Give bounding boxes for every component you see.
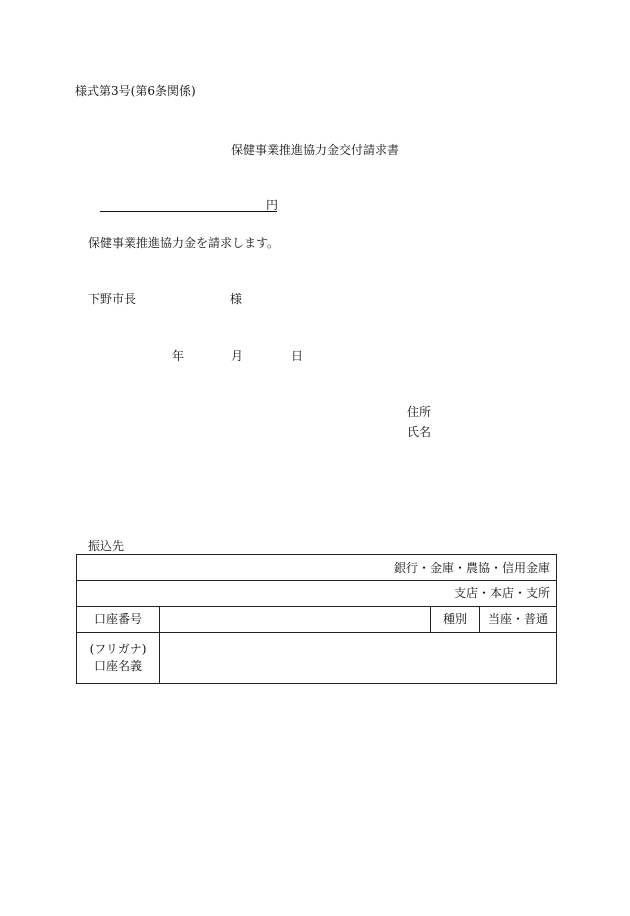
- account-number-label: 口座番号: [93, 612, 142, 626]
- date-month-label: 月: [231, 349, 244, 363]
- account-type-options: 当座・普通: [487, 612, 548, 626]
- date-year-label: 年: [172, 349, 185, 363]
- institution-type-options: 銀行・金庫・農協・信用金庫: [393, 561, 550, 575]
- document-title: 保健事業推進協力金交付請求書: [230, 143, 399, 157]
- account-name-field[interactable]: [160, 633, 556, 683]
- addressee-name: 下野市長: [88, 292, 137, 306]
- branch-type-options: 支店・本店・支所: [453, 586, 550, 600]
- account-number-field[interactable]: [160, 607, 430, 632]
- address-label: 住所: [407, 405, 432, 419]
- amount-unit: 円: [266, 198, 279, 212]
- table-row-divider: [77, 580, 556, 581]
- form-number: 様式第3号(第6条関係): [75, 84, 196, 98]
- bank-account-table: [76, 554, 557, 684]
- addressee-honorific: 様: [230, 292, 243, 306]
- request-statement: 保健事業推進協力金を請求します。: [88, 236, 280, 250]
- furigana-label: (フリガナ): [89, 642, 147, 656]
- name-label: 氏名: [407, 425, 432, 439]
- bank-transfer-caption: 振込先: [88, 539, 125, 553]
- date-day-label: 日: [291, 349, 304, 363]
- account-type-label: 種別: [442, 612, 467, 626]
- account-name-label: 口座名義: [93, 659, 142, 673]
- amount-field[interactable]: [100, 199, 277, 212]
